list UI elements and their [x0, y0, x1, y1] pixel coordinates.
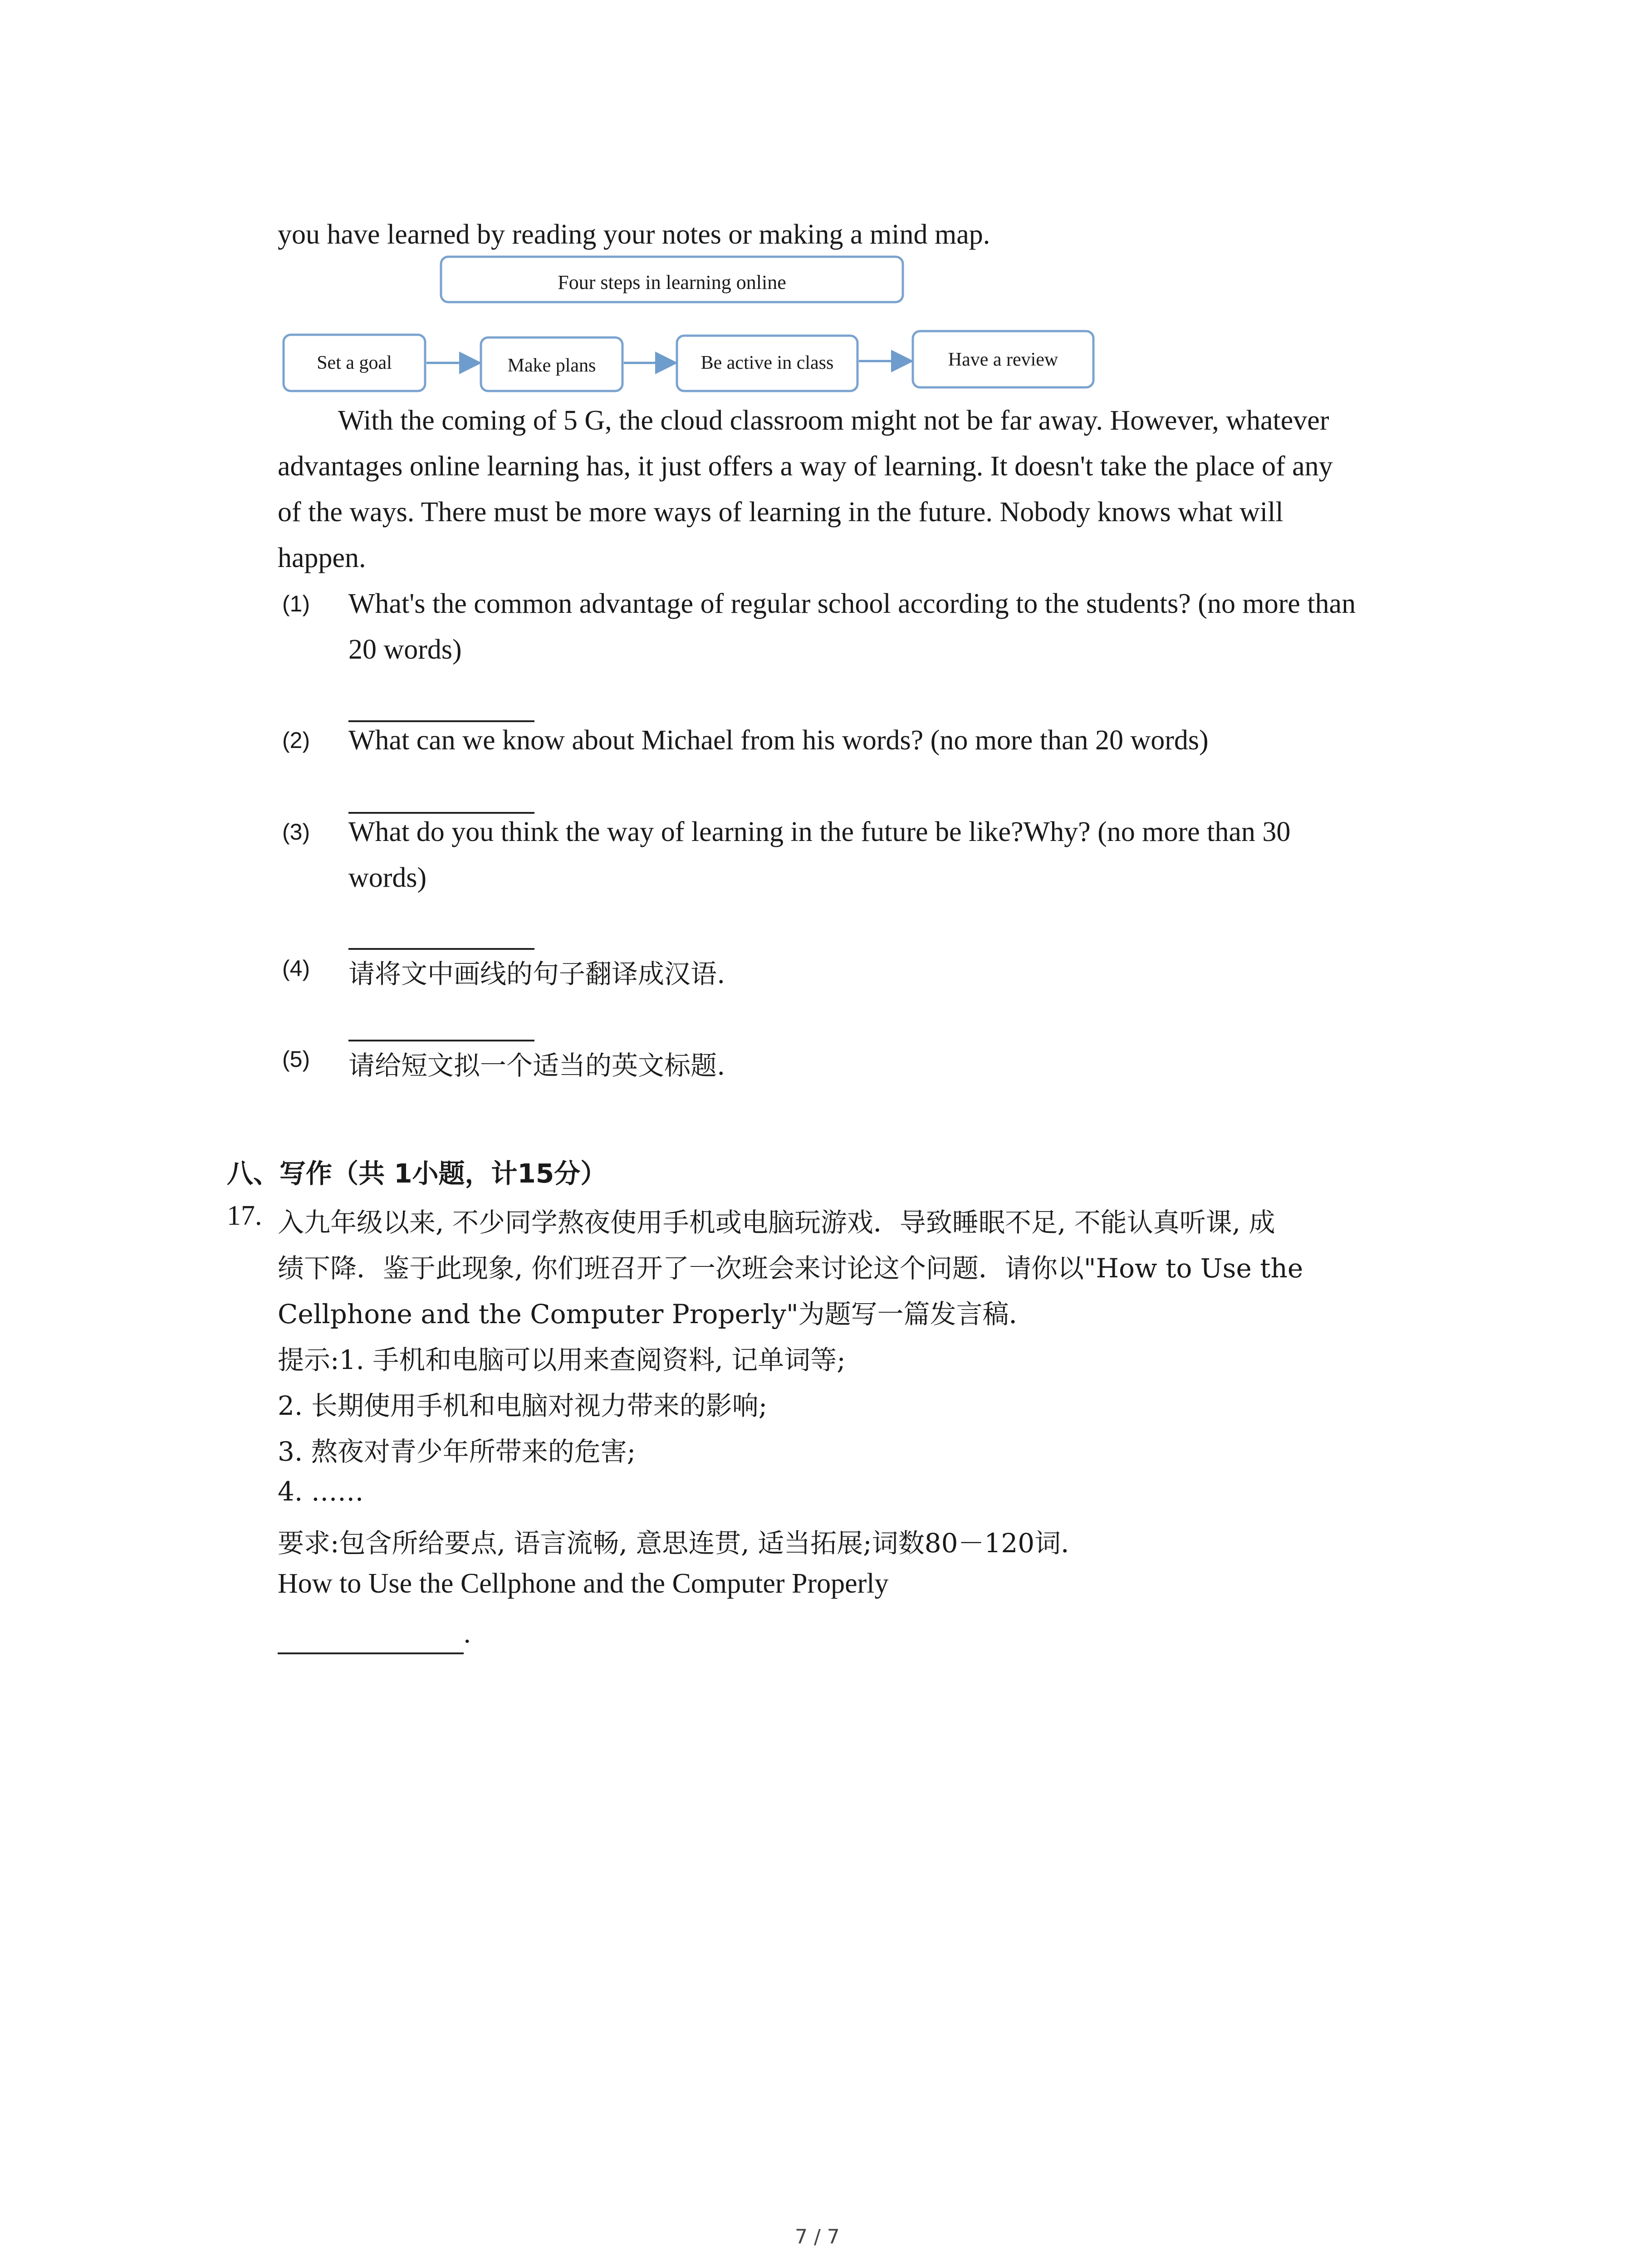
answer-blank-2[interactable] — [348, 812, 534, 814]
question-1-line-1: What's the common advantage of regular school according to the students? (no more than — [348, 588, 1356, 619]
question-3-line-1: What do you think the way of learning in the future be like?Why? (no more than 30 — [348, 816, 1291, 847]
paragraph-line-3: of the ways. There must be more ways of learning in the future. Nobody knows what will — [278, 497, 1283, 528]
answer-blank-3[interactable] — [348, 948, 534, 950]
question-number-5: (5) — [282, 1046, 310, 1072]
page-number: 7 / 7 — [795, 2225, 840, 2248]
writing-number: 17. — [227, 1200, 262, 1231]
step-label-2: Make plans — [507, 355, 596, 376]
question-1-line-2: 20 words) — [348, 634, 462, 665]
question-4-line-1: 请将文中画线的句子翻译成汉语. — [348, 958, 725, 989]
writing-line-9: How to Use the Cellphone and the Computer Properly — [278, 1568, 889, 1599]
step-label-3: Be active in class — [700, 352, 834, 373]
question-number-4: (4) — [282, 956, 310, 981]
question-number-2: (2) — [282, 728, 310, 753]
writing-line-2: 绩下降．鉴于此现象, 你们班召开了一次班会来讨论这个问题．请你以"How to Use the — [278, 1253, 1303, 1284]
diagram-title: Four steps in learning online — [558, 271, 786, 293]
intro-line: you have learned by reading your notes or making a mind map. — [278, 219, 990, 250]
writing-line-7: 4. …… — [278, 1476, 364, 1507]
step-label-4: Have a review — [948, 349, 1058, 370]
answer-blank-1[interactable] — [348, 720, 534, 722]
answer-blank-4[interactable] — [348, 1040, 534, 1041]
writing-line-3: Cellphone and the Computer Properly"为题写一篇发言稿． — [278, 1299, 1035, 1330]
writing-line-6: 3. 熬夜对青少年所带来的危害; — [278, 1436, 636, 1467]
step-label-1: Set a goal — [317, 352, 392, 373]
question-5-line-1: 请给短文拟一个适当的英文标题. — [348, 1050, 725, 1081]
paragraph-line-2: advantages online learning has, it just offers a way of learning. It doesn't take the place of any — [278, 451, 1333, 482]
paragraph-line-1: With the coming of 5 G, the cloud classroom might not be far away. However, whatever — [338, 405, 1329, 436]
question-number-3: (3) — [282, 819, 310, 845]
essay-end-mark: . — [464, 1618, 471, 1649]
writing-line-4: 提示:1. 手机和电脑可以用来查阅资料, 记单词等; — [278, 1344, 846, 1375]
question-2-line-1: What can we know about Michael from his words? (no more than 20 words) — [348, 725, 1209, 756]
essay-answer-blank[interactable] — [278, 1652, 464, 1654]
question-3-line-2: words) — [348, 862, 427, 893]
section-heading: 八、写作（共 1小题，计15分） — [227, 1158, 607, 1189]
writing-line-8: 要求:包含所给要点, 语言流畅, 意思连贯, 适当拓展;词数80－120词． — [278, 1528, 1087, 1559]
writing-line-5: 2. 长期使用手机和电脑对视力带来的影响; — [278, 1390, 768, 1421]
question-number-1: (1) — [282, 591, 310, 616]
paragraph-line-4: happen. — [278, 543, 366, 573]
writing-line-1: 入九年级以来, 不少同学熬夜使用手机或电脑玩游戏．导致睡眠不足, 不能认真听课, 成 — [278, 1207, 1275, 1238]
